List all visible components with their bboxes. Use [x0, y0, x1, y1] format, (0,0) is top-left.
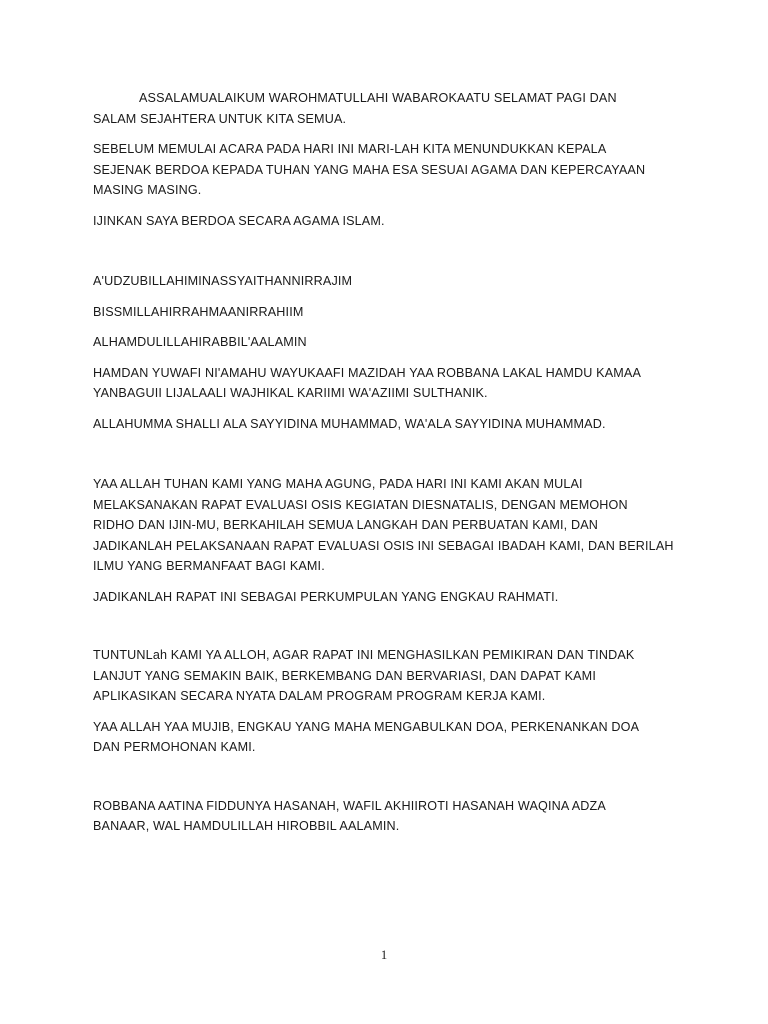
basmalah-line: BISSMILLAHIRRAHMAANIRRAHIIM	[93, 304, 304, 319]
praise-paragraph: HAMDAN YUWAFI NI'AMAHU WAYUKAAFI MAZIDAH YAA ROBBANA LAKAL HAMDU KAMAA YANBAGUII LIJALAALI WAJHIKAL KARIIMI WA'AZIIMI SULTHANIK.	[93, 365, 642, 400]
guidance-paragraph: TUNTUNLah KAMI YA ALLOH, AGAR RAPAT INI MENGHASILKAN PEMIKIRAN DAN TINDAK LANJUT YANG SEMAKIN BAIK, BERKEMBANG DAN BERVARIASI, DAN DAPAT KAMI APLIKASIKAN SECARA NYATA DALAM PROGRAM PROGRAM KERJA KAMI.	[93, 648, 635, 703]
page-number: 1	[380, 948, 388, 962]
hamdalah-line: ALHAMDULILLAHIRABBIL'AALAMIN	[93, 335, 307, 349]
paragraph-spacer	[93, 768, 683, 796]
greeting-paragraph: ASSALAMUALAIKUM WAROHMATULLAHI WABAROKAATU SELAMAT PAGI DAN SALAM SEJAHTERA UNTUK KITA SEMUA.	[93, 91, 617, 126]
paragraph-spacer	[93, 617, 683, 645]
shalawat-line: ALLAHUMMA SHALLI ALA SAYYIDINA MUHAMMAD, WA'ALA SAYYIDINA MUHAMMAD.	[93, 416, 606, 431]
paragraph-spacer	[93, 444, 683, 474]
request-paragraph: YAA ALLAH YAA MUJIB, ENGKAU YANG MAHA MENGABULKAN DOA, PERKENANKAN DOA DAN PERMOHONAN KAMI.	[93, 719, 640, 754]
blessing-line: JADIKANLAH RAPAT INI SEBAGAI PERKUMPULAN YANG ENGKAU RAHMATI.	[93, 589, 559, 604]
permission-paragraph: IJINKAN SAYA BERDOA SECARA AGAMA ISLAM.	[93, 213, 385, 228]
paragraph-spacer	[93, 241, 683, 271]
closing-paragraph: ROBBANA AATINA FIDDUNYA HASANAH, WAFIL AKHIIROTI HASANAH WAQINA ADZA BANAAR, WAL HAMDULILLAH HIROBBIL AALAMIN.	[93, 798, 606, 833]
opening-paragraph: SEBELUM MEMULAI ACARA PADA HARI INI MARI-LAH KITA MENUNDUKKAN KEPALA SEJENAK BERDOA KEPADA TUHAN YANG MAHA ESA SESUAI AGAMA DAN KEPERCAYAAN MASING MASING.	[93, 142, 646, 197]
document-body	[93, 88, 683, 847]
taawudz-line: A'UDZUBILLAHIMINASSYAITHANNIRRAJIM	[93, 274, 353, 288]
prayer-paragraph: YAA ALLAH TUHAN KAMI YANG MAHA AGUNG, PADA HARI INI KAMI AKAN MULAI MELAKSANAKAN RAPAT EVALUASI OSIS KEGIATAN DIESNATALIS, DENGAN MEMOHON RIDHO DAN IJIN-MU, BERKAHILAH SEMUA LANGKAH DAN PERBUATAN KAMI, DAN JADIKANLAH PELAKSANAAN RAPAT EVALUASI OSIS INI SEBAGAI IBADAH KAMI, DAN BERILAH ILMU YANG BERMANFAAT BAGI KAMI.	[93, 477, 674, 573]
